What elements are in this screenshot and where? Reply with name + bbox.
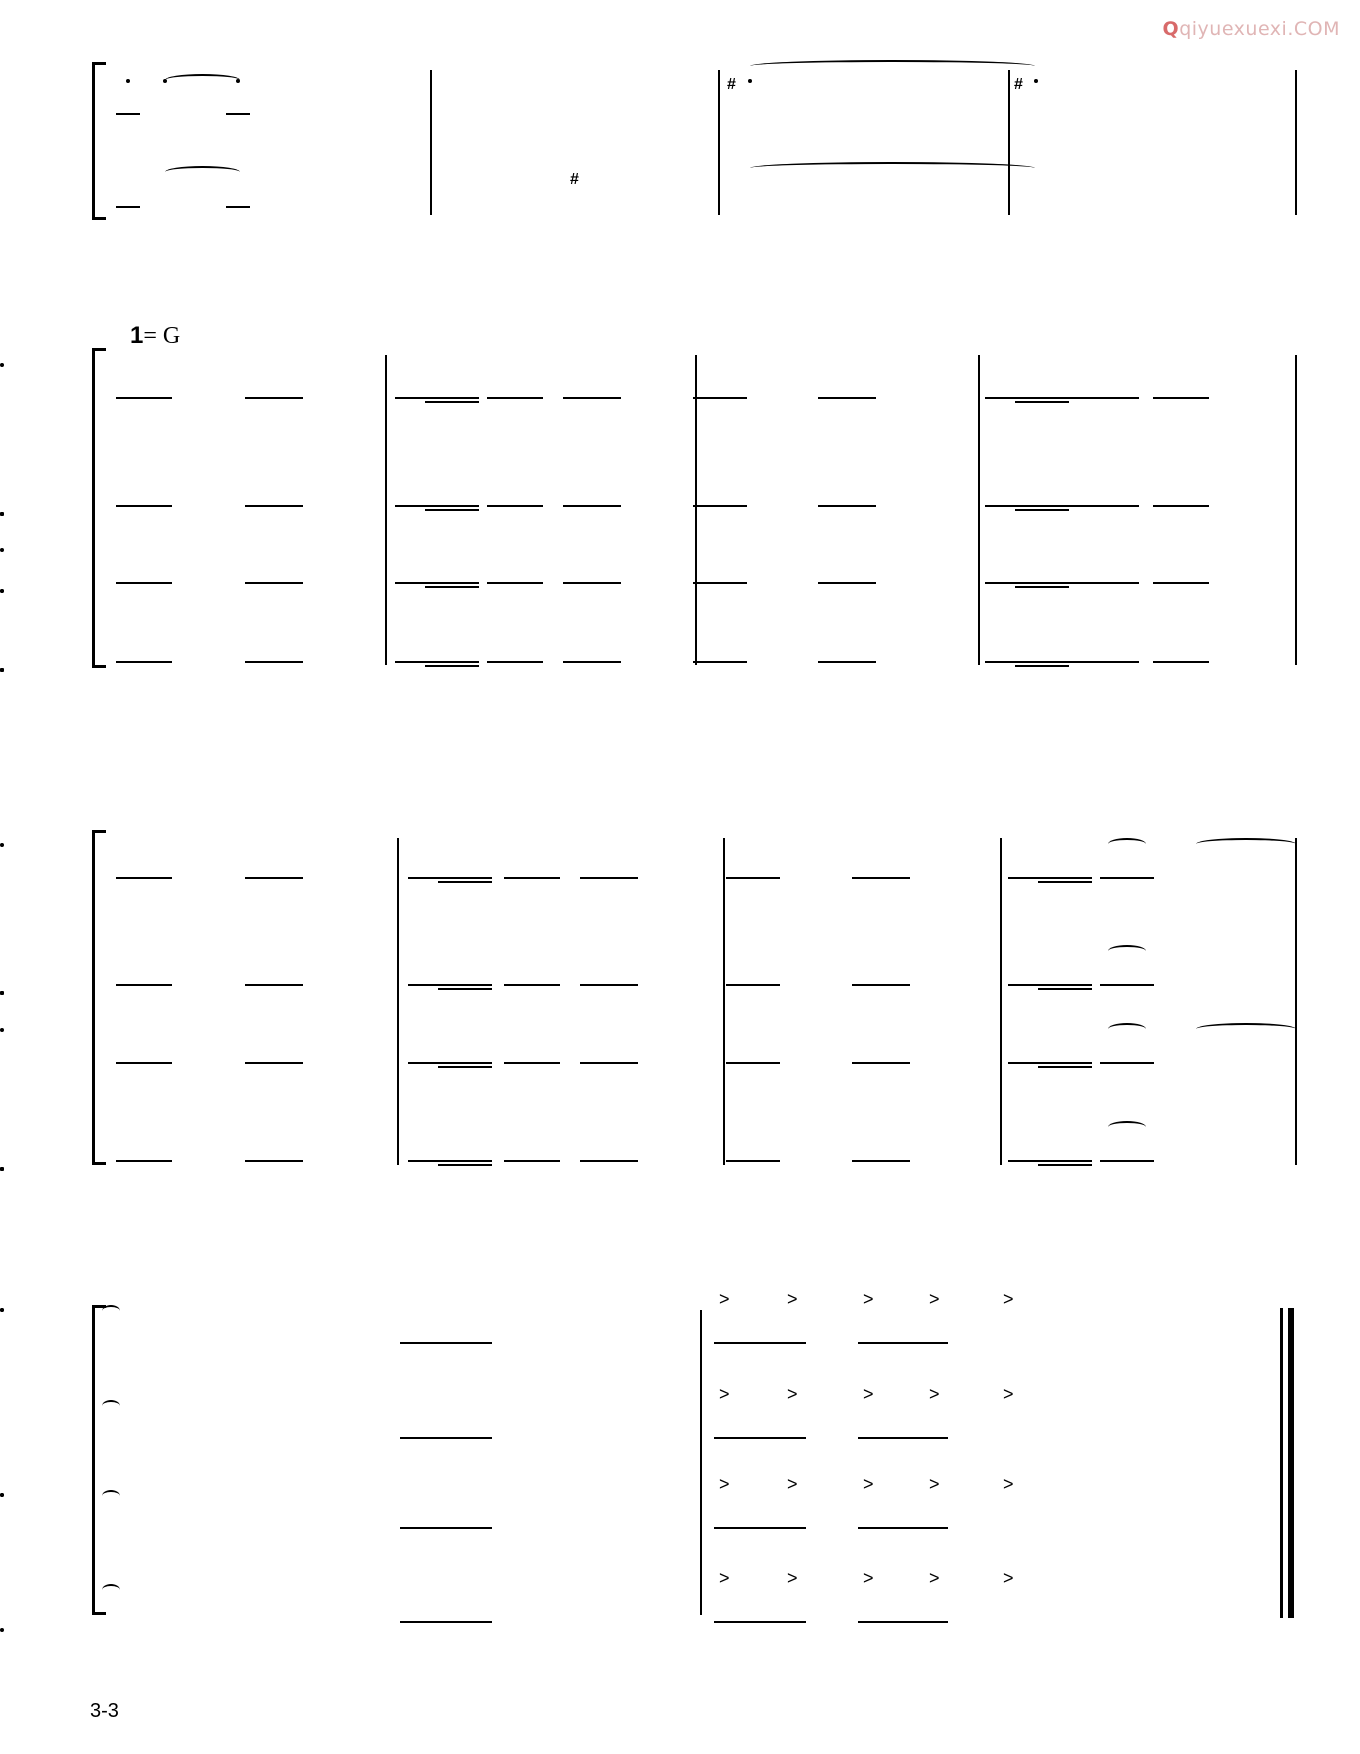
beam-line [985, 661, 1139, 663]
octave-dot [0, 512, 4, 516]
beam-line [1008, 984, 1092, 986]
beam-line [438, 1164, 492, 1166]
beam-line [563, 582, 621, 584]
beam-line [1038, 1164, 1092, 1166]
beam-line [714, 1342, 806, 1344]
accent-mark: > [863, 1474, 874, 1494]
tie-arc [1108, 838, 1146, 850]
beam-line [693, 582, 747, 584]
beam-line [1100, 877, 1154, 879]
beam-line [245, 505, 303, 507]
accent-mark: > [929, 1568, 940, 1588]
beam-line [693, 661, 747, 663]
beam-line [858, 1437, 948, 1439]
page-number: 3-3 [90, 1700, 119, 1722]
tie-arc [102, 1400, 120, 1412]
octave-dot [0, 1493, 4, 1497]
beam-line [1038, 988, 1092, 990]
beam-line [425, 401, 479, 403]
beam-line [726, 1062, 780, 1064]
beam-line [693, 397, 747, 399]
accent-mark: > [863, 1384, 874, 1404]
beam-line [116, 397, 172, 399]
sharp-sign: # [570, 171, 579, 188]
beam-line [1015, 509, 1069, 511]
watermark-text: qiyuexuexi.COM [1179, 18, 1340, 40]
beam-line [714, 1621, 806, 1623]
system-bracket [92, 1612, 106, 1615]
beam-line [1015, 665, 1069, 667]
beam-line [1153, 397, 1209, 399]
beam-line [400, 1437, 492, 1439]
accent-mark: > [719, 1384, 730, 1404]
system-bracket [92, 1162, 106, 1165]
octave-dot [0, 363, 4, 367]
beam-line [1008, 1160, 1092, 1162]
beam-line [408, 1062, 492, 1064]
beam-line [438, 988, 492, 990]
beam-line [1015, 401, 1069, 403]
beam-line [726, 1160, 780, 1162]
beam-line [858, 1527, 948, 1529]
beam-line [395, 505, 479, 507]
beam-line [116, 984, 172, 986]
tie-arc [1108, 1023, 1146, 1035]
barline [397, 838, 399, 1165]
accent-mark: > [1003, 1289, 1014, 1309]
barline [718, 70, 720, 215]
beam-line [408, 1160, 492, 1162]
beam-line [116, 582, 172, 584]
beam-line [852, 877, 910, 879]
beam-line [1100, 1160, 1154, 1162]
beam-line [1100, 984, 1154, 986]
beam-line [438, 881, 492, 883]
system-bracket [92, 348, 106, 351]
barline [723, 838, 725, 1165]
octave-dot [0, 991, 4, 995]
beam-line [1008, 877, 1092, 879]
beam-line [425, 665, 479, 667]
beam-line [818, 397, 876, 399]
beam-line [400, 1342, 492, 1344]
octave-dot [0, 1028, 4, 1032]
beam-line [245, 984, 303, 986]
final-barline [1280, 1308, 1283, 1618]
accent-mark: > [787, 1289, 798, 1309]
barline [978, 355, 980, 665]
barline [1295, 70, 1297, 215]
system-bracket [92, 62, 106, 65]
beam-line [1100, 1062, 1154, 1064]
tie-arc [750, 162, 1035, 174]
beam-line [852, 984, 910, 986]
accent-mark: > [719, 1568, 730, 1588]
system-bracket [92, 348, 95, 668]
accent-mark: > [719, 1474, 730, 1494]
beam-line [1153, 661, 1209, 663]
beam-line [1015, 586, 1069, 588]
tie-arc [102, 1584, 120, 1596]
system-bracket [92, 62, 95, 220]
beam-line [726, 984, 780, 986]
beam-line [1153, 582, 1209, 584]
accent-mark: > [787, 1568, 798, 1588]
beam-line [714, 1437, 806, 1439]
barline [695, 355, 697, 665]
barline [1008, 70, 1010, 215]
beam-line [714, 1527, 806, 1529]
accent-mark: > [1003, 1474, 1014, 1494]
octave-dot [748, 79, 752, 83]
accent-mark: > [929, 1474, 940, 1494]
beam-line [504, 1160, 560, 1162]
barline [1295, 838, 1297, 1165]
beam-line [858, 1342, 948, 1344]
tie-arc [102, 1490, 120, 1502]
beam-line [818, 505, 876, 507]
beam-line [438, 1066, 492, 1068]
octave-dot [0, 1167, 4, 1171]
beam-line [580, 984, 638, 986]
octave-dot [0, 589, 4, 593]
accent-mark: > [929, 1384, 940, 1404]
beam-line [245, 1062, 303, 1064]
beam-line [245, 397, 303, 399]
beam-line [563, 661, 621, 663]
accent-mark: > [787, 1474, 798, 1494]
beam-line [226, 206, 250, 208]
beam-line [116, 1062, 172, 1064]
final-barline [1288, 1308, 1294, 1618]
accent-mark: > [1003, 1384, 1014, 1404]
barline [385, 355, 387, 665]
octave-dot [126, 79, 130, 83]
beam-line [245, 582, 303, 584]
beam-line [116, 661, 172, 663]
beam-line [395, 397, 479, 399]
beam-line [563, 397, 621, 399]
beam-line [245, 877, 303, 879]
beam-line [985, 582, 1139, 584]
beam-line [580, 1062, 638, 1064]
beam-line [487, 661, 543, 663]
tie-arc [1196, 838, 1296, 850]
accent-mark: > [863, 1289, 874, 1309]
beam-line [245, 1160, 303, 1162]
beam-line [408, 984, 492, 986]
accent-mark: > [863, 1568, 874, 1588]
beam-line [580, 1160, 638, 1162]
sharp-sign: # [1014, 76, 1023, 93]
beam-line [1008, 1062, 1092, 1064]
accent-mark: > [719, 1289, 730, 1309]
beam-line [818, 582, 876, 584]
beam-line [985, 505, 1139, 507]
beam-line [1038, 881, 1092, 883]
tie-arc [1196, 1023, 1296, 1035]
beam-line [1153, 505, 1209, 507]
beam-line [818, 661, 876, 663]
key-signature: 1= G [130, 322, 181, 349]
beam-line [504, 877, 560, 879]
beam-line [116, 113, 140, 115]
barline [430, 70, 432, 215]
octave-dot [0, 548, 4, 552]
beam-line [985, 397, 1139, 399]
beam-line [116, 505, 172, 507]
accent-mark: > [787, 1384, 798, 1404]
system-bracket [92, 830, 106, 833]
beam-line [425, 509, 479, 511]
beam-line [852, 1160, 910, 1162]
beam-line [563, 505, 621, 507]
system-bracket [92, 665, 106, 668]
tie-arc [102, 1305, 120, 1317]
accent-mark: > [929, 1289, 940, 1309]
beam-line [726, 877, 780, 879]
beam-line [116, 1160, 172, 1162]
beam-line [116, 206, 140, 208]
beam-line [400, 1527, 492, 1529]
system-bracket [92, 830, 95, 1165]
octave-dot [0, 843, 4, 847]
accent-mark: > [1003, 1568, 1014, 1588]
system-bracket [92, 1305, 95, 1615]
beam-line [487, 582, 543, 584]
beam-line [395, 582, 479, 584]
octave-dot [0, 1628, 4, 1632]
beam-line [408, 877, 492, 879]
beam-line [504, 984, 560, 986]
beam-line [693, 505, 747, 507]
beam-line [245, 661, 303, 663]
beam-line [580, 877, 638, 879]
beam-line [1038, 1066, 1092, 1068]
beam-line [395, 661, 479, 663]
tie-arc [1108, 945, 1146, 957]
barline [700, 1310, 702, 1615]
beam-line [504, 1062, 560, 1064]
beam-line [852, 1062, 910, 1064]
octave-dot [0, 1308, 4, 1312]
octave-dot [0, 668, 4, 672]
tie-arc [750, 60, 1035, 72]
barline [1295, 355, 1297, 665]
sharp-sign: # [727, 76, 736, 93]
beam-line [226, 113, 250, 115]
beam-line [487, 397, 543, 399]
system-bracket [92, 217, 106, 220]
barline [1000, 838, 1002, 1165]
octave-dot [1034, 79, 1038, 83]
tie-arc [165, 166, 240, 178]
beam-line [400, 1621, 492, 1623]
beam-line [487, 505, 543, 507]
tie-arc [1108, 1121, 1146, 1133]
tie-arc [165, 74, 240, 86]
beam-line [425, 586, 479, 588]
site-watermark: Qqiyuexuexi.COM [1162, 18, 1340, 40]
beam-line [858, 1621, 948, 1623]
beam-line [116, 877, 172, 879]
